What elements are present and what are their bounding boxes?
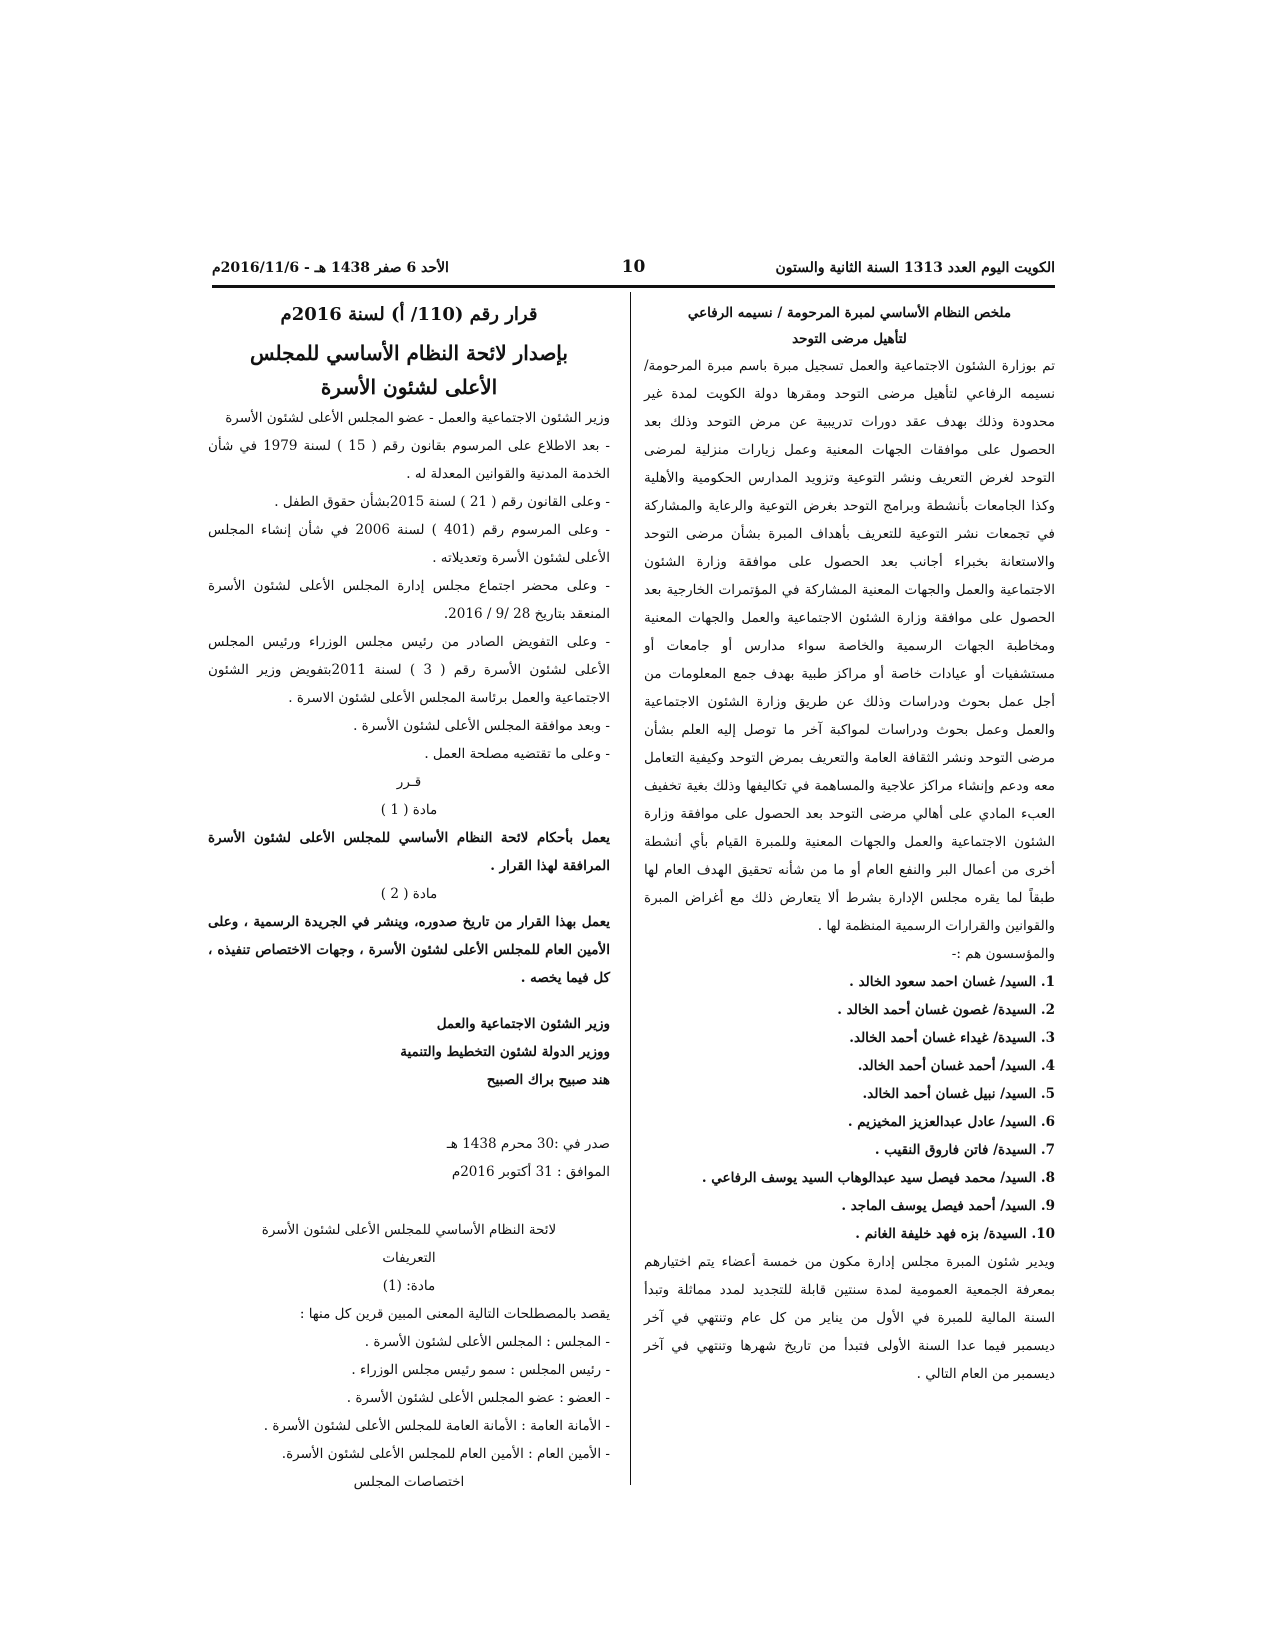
signature-minister-title: وزير الشئون الاجتماعية والعمل (436, 1016, 610, 1032)
preamble-item: - وعلى القانون رقم ( 21 ) لسنة 2015بشأن حقوق الطفل . (274, 494, 610, 510)
charity-summary-subtitle: لتأهيل مرضى التوحد (792, 331, 907, 347)
founder-item: 2. السيدة/ غصون غسان أحمد الخالد . (837, 1002, 1055, 1018)
page-number: 10 (621, 257, 646, 277)
preamble-item: - وبعد موافقة المجلس الأعلى لشئون الأسرة . (353, 718, 610, 734)
issuer-line: وزير الشئون الاجتماعية والعمل - عضو المجلس الأعلى لشئون الأسرة (225, 410, 610, 426)
founder-item: 4. السيد/ أحمد غسان أحمد الخالد. (857, 1058, 1055, 1074)
founders-list (644, 968, 1055, 1248)
right-column (644, 300, 1055, 1388)
founder-item: 10. السيدة/ بزه فهد خليفة الغانم . (855, 1226, 1055, 1242)
article-label: مادة: (1) (382, 1278, 436, 1294)
founders-intro: والمؤسسون هم :- (951, 946, 1055, 962)
founder-item: 9. السيد/ أحمد فيصل يوسف الماجد . (841, 1198, 1055, 1214)
page-header (212, 256, 1055, 282)
article-2-title: مادة ( 2 ) (380, 886, 438, 902)
founder-item: 1. السيد/ غسان احمد سعود الخالد . (849, 974, 1055, 990)
definition-item: - رئيس المجلس : سمو رئيس مجلس الوزراء . (351, 1362, 610, 1378)
corresponding-date: الموافق : 31 أكتوبر 2016م (451, 1164, 610, 1180)
definition-item: - الأمانة العامة : الأمانة العامة للمجلس الأعلى لشئون الأسرة . (263, 1418, 610, 1434)
charity-summary-title: ملخص النظام الأساسي لمبرة المرحومة / نسيمه الرفاعي (687, 305, 1012, 321)
regulation-title: لائحة النظام الأساسي للمجلس الأعلى لشئون الأسرة (261, 1222, 557, 1238)
board-paragraph: ويدير شئون المبرة مجلس إدارة مكون من خمسة أعضاء يتم اختيارهم بمعرفة الجمعية العمومية لمدة سنتين قابلة للتجديد لمدد مماثلة وتبدأ السنة المالية للمبرة في الأول من يناير من كل عام وتنتهي في آخر ديسمبر فيما عدا السنة الأولى فتبدأ من تاريخ شهرها وتنتهي في آخر ديسمبر من العام التالي . (644, 1254, 1055, 1382)
article-1-text: يعمل بأحكام لائحة النظام الأساسي للمجلس الأعلى لشئون الأسرة المرافقة لهذا القرار . (208, 830, 610, 874)
article-1-title: مادة ( 1 ) (380, 802, 438, 818)
header-rule (212, 285, 1055, 288)
council-powers-heading: اختصاصات المجلس (353, 1474, 465, 1490)
preamble-item: - وعلى التفويض الصادر من رئيس مجلس الوزراء ورئيس المجلس الأعلى لشئون الأسرة رقم ( 3 ) لسنة 2011بتفويض وزير الشئون الاجتماعية والعمل برئاسة المجلس الأعلى لشئون الاسرة . (208, 634, 611, 706)
column-divider (630, 292, 631, 1485)
founder-item: 8. السيد/ محمد فيصل سيد عبدالوهاب السيد يوسف الرفاعي . (701, 1170, 1055, 1186)
decision-subtitle-line2: الأعلى لشئون الأسرة (320, 375, 498, 399)
founder-item: 5. السيد/ نبيل غسان أحمد الخالد. (862, 1086, 1055, 1102)
signature-minister-title-2: ووزير الدولة لشئون التخطيط والتنمية (400, 1044, 610, 1060)
article-2-text: يعمل بهذا القرار من تاريخ صدوره، وينشر في الجريدة الرسمية ، وعلى الأمين العام للمجلس الأعلى لشئون الأسرة ، وجهات الاختصاص تنفيذه ، كل فيما يخصه . (208, 914, 610, 986)
charity-summary-body: تم بوزارة الشئون الاجتماعية والعمل تسجيل مبرة باسم مبرة المرحومة/نسيمه الرفاعي لتأهيل مرضى التوحد ومقرها دولة الكويت لمدة غير محدودة وذلك بهدف عقد دورات تدريبية عن مرض التوحد وذلك بعد الحصول على موافقات الجهات المعنية وعمل زيارات منزلية لمرضى التوحد لغرض التعريف ونشر التوعية وتزويد المدارس الحكومية والأهلية وكذا الجامعات بأنشطة وبرامج التوحد بغرض التوعية والرعاية والمشاركة في تجمعات نشر التوعية للتعريف بأهداف المبرة بشأن مرضى التوحد والاستعانة بخبراء أجانب بعد الحصول على موافقة وزارة الشئون الاجتماعية والعمل والجهات المعنية المشاركة في المؤتمرات الخارجية بعد الحصول على موافقة وزارة الشئون الاجتماعية والعمل والجهات المعنية ومخاطبة الجهات الرسمية والخاصة سواء مدارس أو جامعات أو مستشفيات أو عيادات خاصة أو مراكز طبية بهدف جمع المعلومات من أجل عمل بحوث ودراسات وذلك عن طريق وزارة الشئون الاجتماعية والعمل وعمل بحوث ودراسات لمواكبة آخر ما توصل إليه العلم بشأن مرضى التوحد ونشر الثقافة العامة والتعريف بمرض التوحد وكيفية التعامل معه ودعم وإنشاء مراكز علاجية والمساهمة في تكاليفها وذلك بغية تخفيف العبء المادي على أهالي مرضى التوحد بعد الحصول على موافقة وزارة الشئون الاجتماعية والعمل والجهات المعنية وللمبرة القيام بأي أنشطة أخرى من أعمال البر والنفع العام أو ما من شأنه تحقيق الهدف العام لها طبقاً لما يقره مجلس الإدارة بشرط ألا يتعارض ذلك مع أغراض المبرة والقوانين والقرارات الرسمية المنظمة لها . (644, 358, 1055, 934)
decided-heading: قـرر (396, 774, 422, 790)
left-column (208, 300, 610, 1496)
decision-subtitle-line1: بإصدار لائحة النظام الأساسي للمجلس (250, 341, 568, 365)
definitions-intro: يقصد بالمصطلحات التالية المعنى المبين قرين كل منها : (299, 1306, 610, 1322)
definitions-title: التعريفات (382, 1250, 436, 1266)
preamble-item: - وعلى المرسوم رقم (401 ) لسنة 2006 في شأن إنشاء المجلس الأعلى لشئون الأسرة وتعديلاته . (208, 522, 610, 566)
founder-item: 7. السيدة/ فاتن فاروق النقيب . (874, 1142, 1055, 1158)
issued-date: صدر في :30 محرم 1438 هـ (446, 1136, 610, 1152)
preamble-item: - وعلى محضر اجتماع مجلس إدارة المجلس الأعلى لشئون الأسرة المنعقد بتاريخ 28 /9 / 2016. (208, 578, 610, 622)
founder-item: 3. السيدة/ غيداء غسان أحمد الخالد. (849, 1030, 1055, 1046)
founder-item: 6. السيد/ عادل عبدالعزيز المخيزيم . (847, 1114, 1055, 1130)
definition-item: - المجلس : المجلس الأعلى لشئون الأسرة . (364, 1334, 610, 1350)
preamble-item: - وعلى ما تقتضيه مصلحة العمل . (424, 746, 610, 762)
header-date: الأحد 6 صفر 1438 هـ - 2016/11/6م (212, 260, 449, 276)
definition-item: - العضو : عضو المجلس الأعلى لشئون الأسرة . (346, 1390, 610, 1406)
preamble-item: - بعد الاطلاع على المرسوم بقانون رقم ( 15 ) لسنة 1979 في شأن الخدمة المدنية والقوانين المعدلة له . (208, 438, 610, 482)
decision-title: قرار رقم (110/ أ) لسنة 2016م (280, 304, 538, 325)
signature-name: هند صبيح براك الصبيح (486, 1072, 610, 1088)
definition-item: - الأمين العام : الأمين العام للمجلس الأعلى لشئون الأسرة. (281, 1446, 610, 1462)
header-publication: الكويت اليوم العدد 1313 السنة الثانية والستون (775, 260, 1055, 276)
